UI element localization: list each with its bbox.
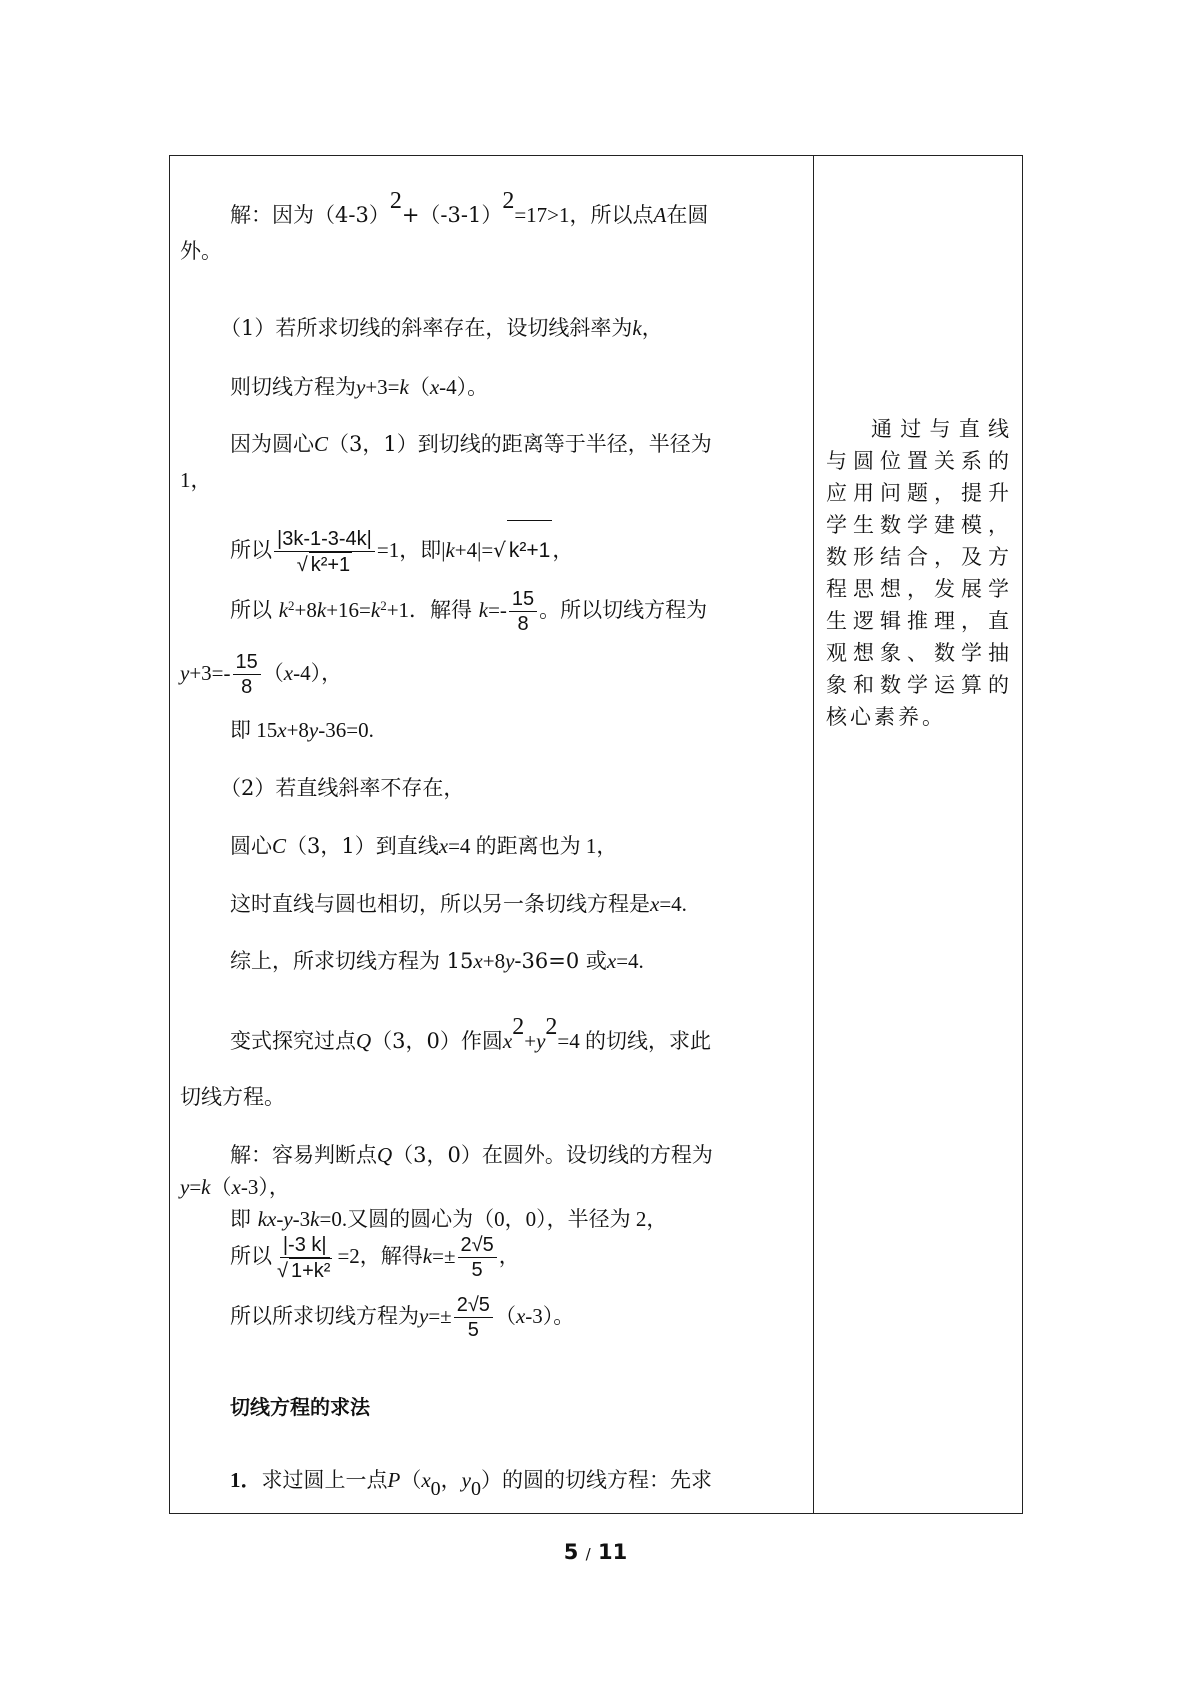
fraction-equation-1 <box>180 520 805 581</box>
text: （1）若所求切线的斜率存在，设切线斜率为 <box>220 316 633 340</box>
var: x <box>473 949 483 973</box>
var: k <box>201 1175 211 1199</box>
text: =4 的距离也为 1， <box>448 834 618 858</box>
text: +8 <box>294 598 317 622</box>
fraction <box>454 1293 493 1342</box>
text: （ <box>400 1468 422 1492</box>
numerator: |3k-1-3-4k| <box>274 527 375 552</box>
sidebar-line: 核心素养。 <box>826 705 946 729</box>
result-line <box>180 643 805 703</box>
text: 圆心 <box>230 834 272 858</box>
text: 在圆 <box>666 203 709 227</box>
text: =4 的切线，求此 <box>557 1029 711 1053</box>
var: y <box>308 718 319 742</box>
var: k <box>478 598 489 622</box>
text: +（-3-1） <box>401 203 503 227</box>
numerator: 2√5 <box>454 1293 493 1318</box>
page-indicator <box>0 1540 1191 1564</box>
text: （3，1）到切线的距离等于半径，半径为 <box>328 432 712 456</box>
text: 变式探究过点 <box>230 1029 356 1053</box>
text: -36=0. <box>318 718 374 742</box>
text: +4|= <box>454 538 494 562</box>
item-number: 1． <box>230 1468 262 1492</box>
var: y <box>536 1029 546 1053</box>
numerator: |-3 k| <box>280 1233 330 1258</box>
exponent: 2 <box>512 1014 525 1040</box>
var: k <box>316 598 327 622</box>
sidebar-line: 应用问题，提升 <box>826 481 1012 505</box>
var: P <box>387 1468 401 1492</box>
subscript: 0 <box>470 1478 481 1500</box>
text: =1，即| <box>376 538 446 562</box>
text: 。所以切线方程为 <box>539 598 708 622</box>
distance-line <box>180 429 805 459</box>
denominator: 5 <box>467 1319 479 1341</box>
denominator <box>274 1258 335 1283</box>
numerator: 15 <box>233 650 261 675</box>
text: ， <box>641 316 663 340</box>
text: =- <box>488 598 507 622</box>
sidebar-line: 象和数学运算的 <box>826 673 1012 697</box>
text: =± <box>432 1244 456 1268</box>
sidebar-line: 数形结合，及方 <box>826 545 1012 569</box>
text: =0.又圆的圆心为（0，0），半径为 2， <box>319 1207 668 1231</box>
point-label: A <box>653 203 667 227</box>
final-equation-1 <box>180 715 805 745</box>
var: y <box>283 1207 293 1231</box>
section-heading: 切线方程的求法 <box>230 1395 370 1419</box>
text: -3 <box>292 1207 311 1231</box>
tangent-equation <box>180 372 805 402</box>
var: y <box>180 1175 190 1199</box>
var: k <box>445 538 455 562</box>
text: 解：容易判断点 <box>230 1143 377 1167</box>
exponent: 2 <box>288 598 295 613</box>
text: -3）， <box>240 1175 290 1199</box>
total-pages: 11 <box>598 1540 628 1564</box>
var: x <box>231 1175 241 1199</box>
text: +3= <box>365 375 400 399</box>
text: =4. <box>616 949 644 973</box>
text: =± <box>428 1304 452 1328</box>
var: Q <box>377 1143 393 1167</box>
text: 即 <box>230 1207 251 1231</box>
var: C <box>272 834 287 858</box>
text: =2，解得 <box>337 1244 423 1268</box>
text: ）的圆的切线方程：先求 <box>480 1468 712 1492</box>
var: kx <box>257 1207 277 1231</box>
text: = <box>189 1175 202 1199</box>
var: k <box>422 1244 433 1268</box>
exponent: 2 <box>389 188 402 214</box>
text: ， <box>498 1244 520 1268</box>
text: ， <box>552 538 574 562</box>
numerator: 2√5 <box>458 1233 497 1258</box>
var: Q <box>356 1029 372 1053</box>
var: x <box>606 949 617 973</box>
var: y <box>505 949 515 973</box>
exponent: 2 <box>502 188 515 214</box>
variant-question <box>180 1014 805 1056</box>
subscript: 0 <box>430 1478 441 1500</box>
case2-intro <box>180 773 805 803</box>
text: （ <box>210 1175 232 1199</box>
text: +8 <box>482 949 506 973</box>
text: 即 15 <box>230 718 278 742</box>
text: =4. <box>659 892 687 916</box>
var: y <box>180 661 190 685</box>
variant-solution-cont <box>180 1172 805 1202</box>
case2-distance <box>180 831 805 861</box>
text: 求过圆上一点 <box>261 1468 388 1492</box>
denominator: 8 <box>241 676 253 698</box>
sidebar-line: 学生数学建模， <box>826 513 1012 537</box>
var: k <box>632 316 642 340</box>
sidebar-line: 与圆位置关系的 <box>826 449 1012 473</box>
var: k <box>278 598 289 622</box>
summary-line <box>180 946 805 976</box>
distance-line-cont <box>180 465 805 495</box>
design-intent-column <box>826 413 1012 733</box>
sidebar-line: 生逻辑推理，直 <box>826 609 1012 633</box>
text: 综上，所求切线方程为 15 <box>230 949 474 973</box>
text: - <box>276 1207 284 1231</box>
exponent: 2 <box>545 1014 558 1040</box>
exponent: 2 <box>380 598 387 613</box>
text: 因为圆心 <box>230 432 314 456</box>
text: +8 <box>286 718 309 742</box>
denominator <box>294 552 355 577</box>
var: k <box>399 375 409 399</box>
denominator: 8 <box>517 613 529 635</box>
text: （3，0）在圆外。设切线的方程为 <box>392 1143 713 1167</box>
var: x <box>277 718 287 742</box>
text: +1．解得 <box>386 598 473 622</box>
radicand: 1+k² <box>290 1259 331 1282</box>
text: 所以 <box>230 538 272 562</box>
variant-question-cont <box>180 1082 805 1112</box>
text: + <box>524 1029 537 1053</box>
var: k <box>310 1207 320 1231</box>
var: y <box>419 1304 429 1328</box>
numerator: 15 <box>509 587 537 612</box>
page-separator: / <box>585 1545 591 1563</box>
text: 所以 <box>230 1244 272 1268</box>
text: -3）。 <box>525 1304 575 1328</box>
text: 切线方程。 <box>180 1085 285 1109</box>
method-heading <box>180 1392 805 1422</box>
sqrt-symbol: √ <box>277 1259 288 1282</box>
text: +3=- <box>189 661 231 685</box>
sidebar-line: 观想象、数学抽 <box>826 641 1012 665</box>
fraction <box>233 650 261 699</box>
radicand: k²+1 <box>310 553 351 576</box>
text: （ <box>494 1304 516 1328</box>
current-page: 5 <box>563 1540 579 1564</box>
column-divider <box>813 155 814 1514</box>
var: x <box>438 834 449 858</box>
text: -4）， <box>293 661 343 685</box>
text: 这时直线与圆也相切，所以另一条切线方程是 <box>230 892 650 916</box>
var: x <box>429 375 440 399</box>
text: （2）若直线斜率不存在， <box>220 776 465 800</box>
var: x <box>502 1029 513 1053</box>
var: x <box>650 892 660 916</box>
text: =17>1，所以点 <box>514 203 654 227</box>
case1-intro <box>180 313 805 343</box>
var: x <box>515 1304 526 1328</box>
text: 1， <box>180 468 212 492</box>
text: 解：因为（4-3） <box>230 203 390 227</box>
sidebar-line: 程思想，发展学 <box>826 577 1012 601</box>
sqrt-symbol: √ <box>296 553 308 576</box>
solve-line <box>180 580 805 640</box>
denominator: 5 <box>471 1259 483 1281</box>
fraction <box>509 587 537 636</box>
fraction <box>274 527 375 577</box>
var: x <box>421 1468 431 1492</box>
text: 所以所求切线方程为 <box>230 1304 419 1328</box>
text: （3，0）作圆 <box>371 1029 503 1053</box>
var: y <box>461 1468 471 1492</box>
var: k <box>370 598 381 622</box>
text: 外。 <box>180 239 222 263</box>
text: （3，1）到直线 <box>286 834 439 858</box>
text: -4）。 <box>439 375 489 399</box>
sqrt-symbol: √ <box>493 538 506 562</box>
text: -36=0 或 <box>514 949 607 973</box>
text: （ <box>262 661 284 685</box>
solution-line-1 <box>180 188 805 230</box>
variant-solution <box>180 1140 805 1170</box>
var: x <box>283 661 294 685</box>
case2-tangent <box>180 889 805 919</box>
method-item-1 <box>180 1465 805 1500</box>
fraction <box>458 1233 497 1282</box>
var: y <box>356 375 366 399</box>
solution-line-1-cont <box>180 236 805 266</box>
text: ， <box>440 1468 462 1492</box>
var: C <box>314 432 329 456</box>
text: （ <box>408 375 430 399</box>
radicand: k²+1 <box>507 520 552 581</box>
sidebar-line: 通过与直线 <box>871 417 1012 441</box>
variant-answer <box>180 1286 805 1346</box>
text: 则切线方程为 <box>230 375 356 399</box>
fraction <box>274 1233 335 1283</box>
variant-fraction <box>180 1226 805 1286</box>
text: +16= <box>326 598 371 622</box>
text: 所以 <box>230 598 272 622</box>
